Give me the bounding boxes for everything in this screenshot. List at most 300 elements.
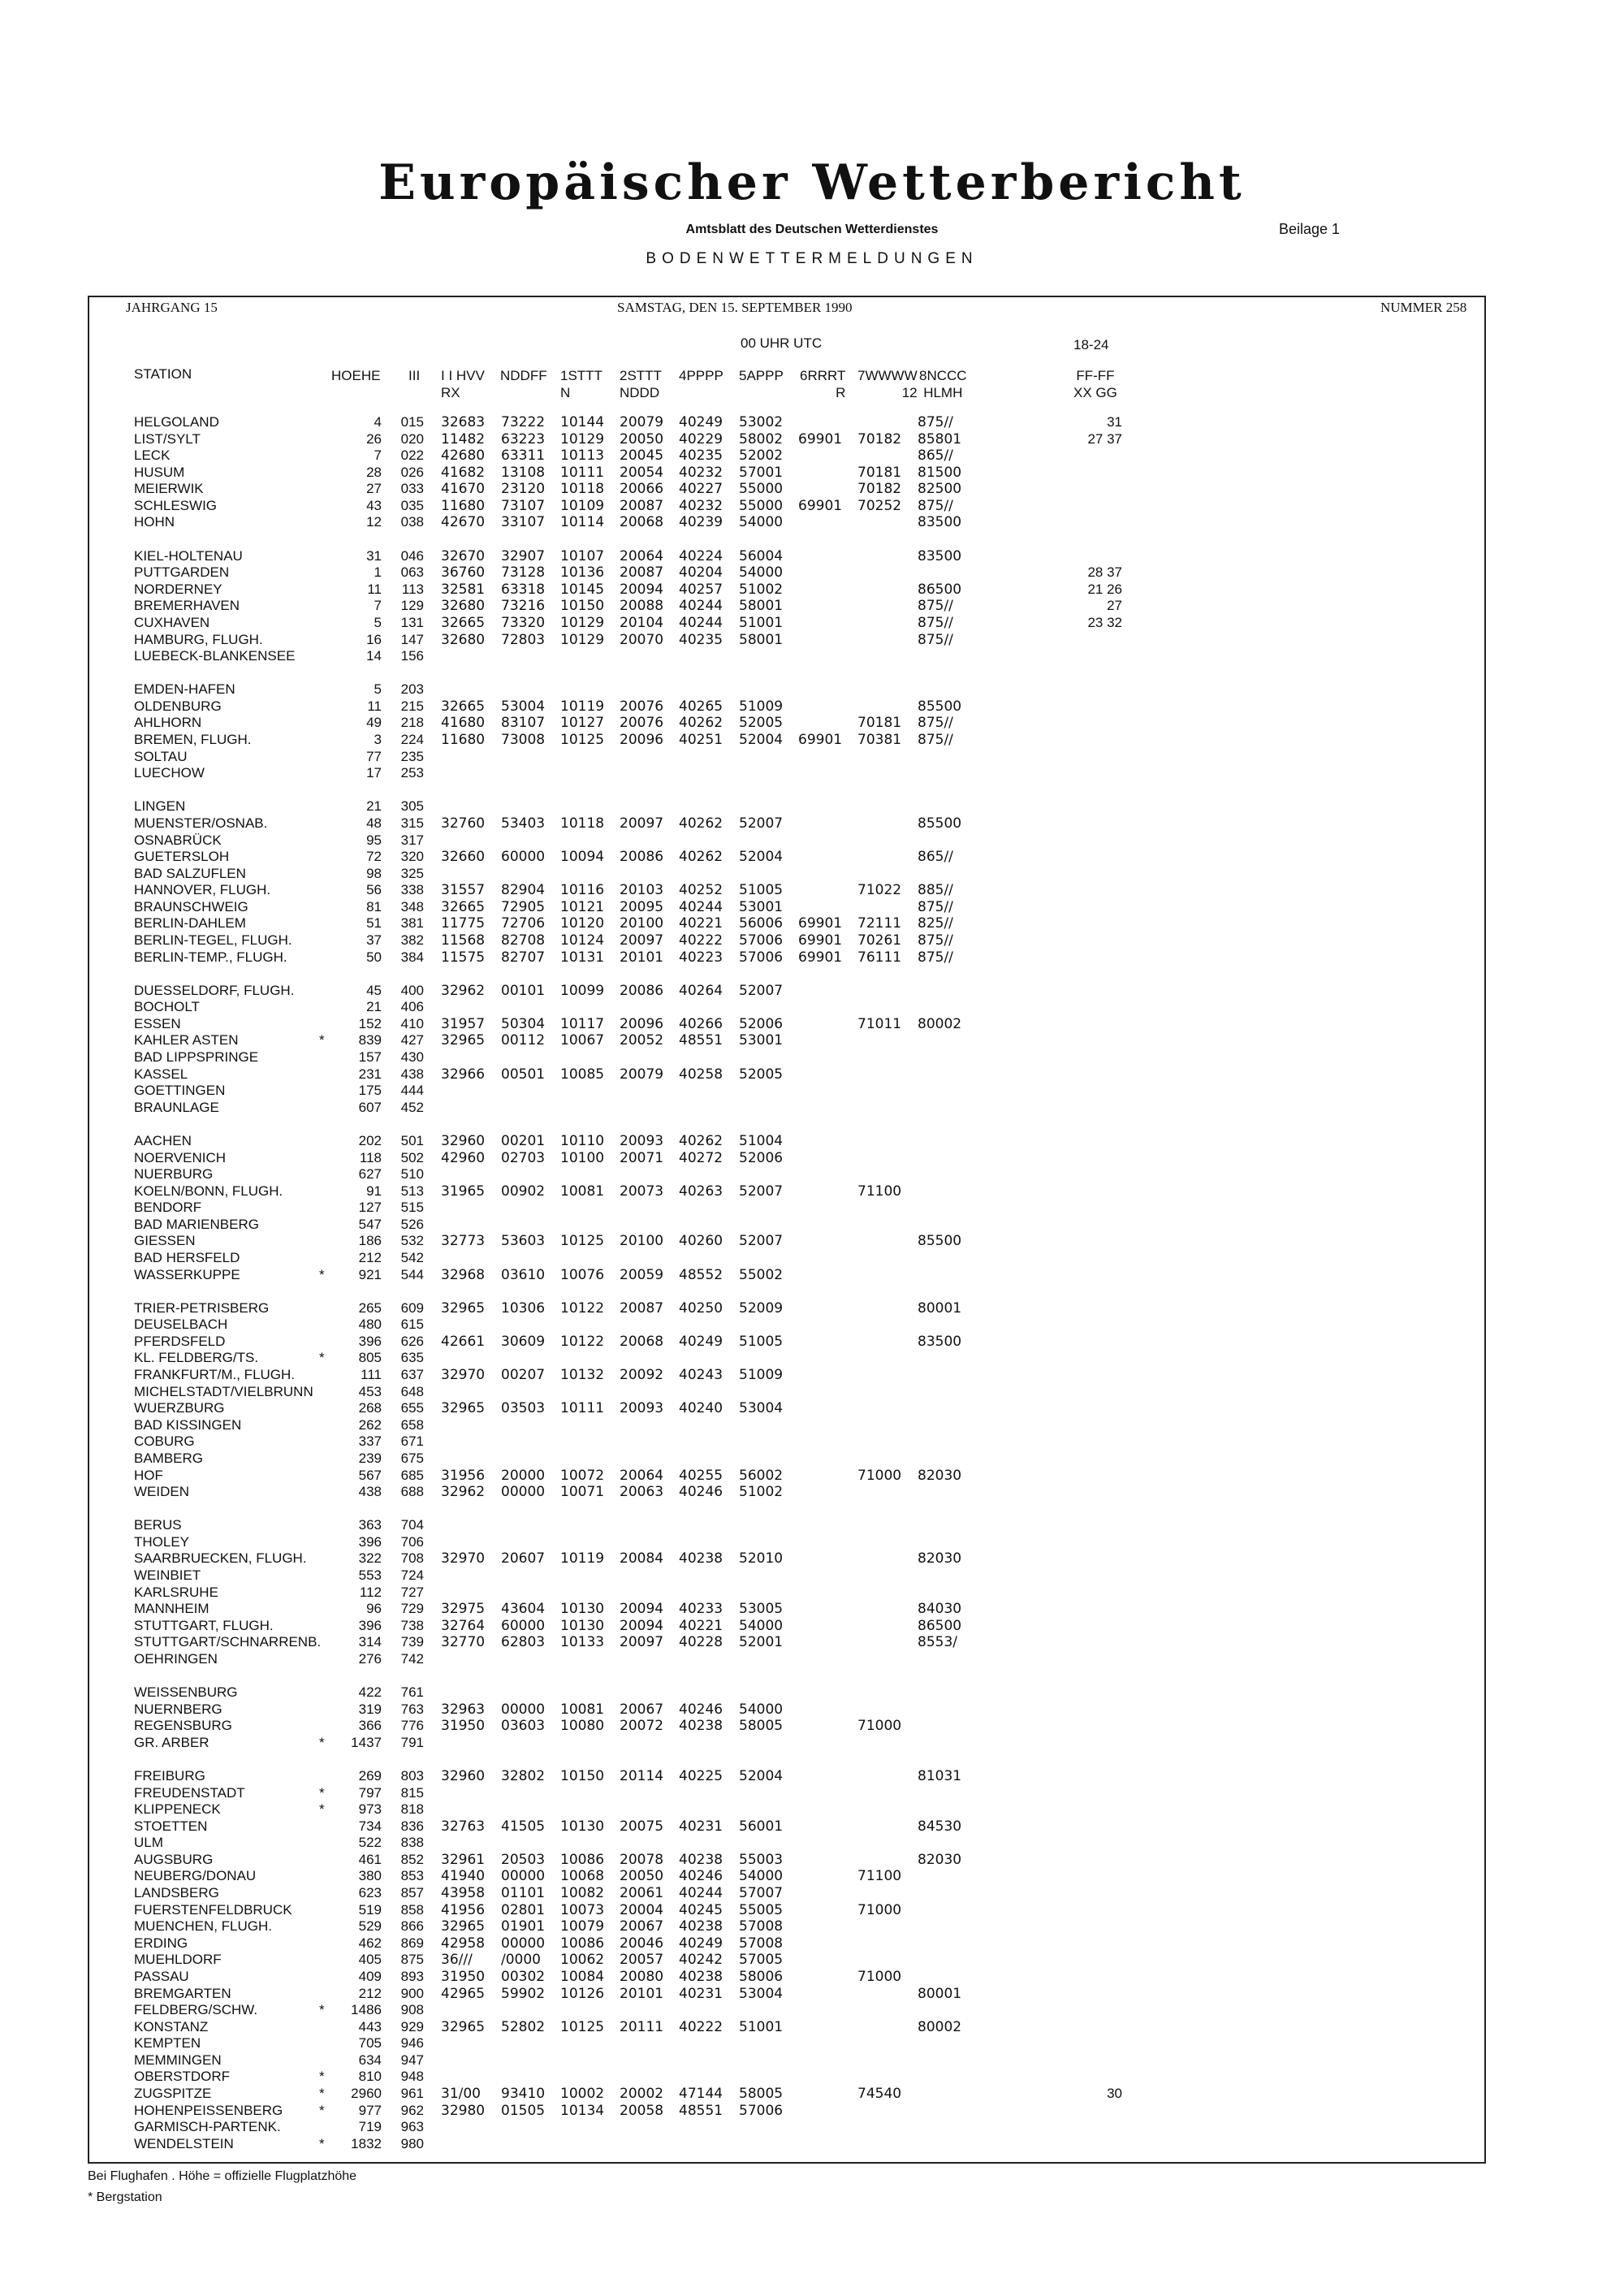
data-group: 33107 <box>501 514 546 530</box>
station-number: 900 <box>400 1986 424 2001</box>
station-height: 16 <box>366 632 382 647</box>
station-number: 253 <box>400 765 424 780</box>
data-group: 41680 <box>441 715 486 731</box>
station-name: OLDENBURG <box>134 698 222 714</box>
data-group: 20097 <box>620 815 664 832</box>
issue-number: NUMMER 258 <box>1380 300 1467 315</box>
data-group: 47144 <box>679 2086 723 2102</box>
data-group: 875// <box>918 932 953 949</box>
table-row <box>0 1585 1624 1601</box>
station-name: AACHEN <box>134 1133 192 1148</box>
data-group: 10110 <box>560 1133 605 1149</box>
data-group: 10136 <box>560 564 605 581</box>
data-group: 40262 <box>679 715 723 731</box>
data-group: 03610 <box>501 1267 546 1283</box>
data-group: 85500 <box>918 1233 962 1249</box>
station-height: 1 <box>374 564 382 580</box>
data-group: 20002 <box>620 2086 664 2102</box>
station-name: KLIPPENECK <box>134 1801 221 1817</box>
table-row <box>0 866 1624 882</box>
station-number: 729 <box>400 1601 424 1616</box>
wind-max: 27 <box>1107 598 1122 613</box>
data-group: 20004 <box>620 1902 664 1918</box>
station-number: 658 <box>400 1417 424 1433</box>
data-group: 10084 <box>560 1969 605 1985</box>
data-group: 40255 <box>679 1468 723 1484</box>
data-group: 85801 <box>918 431 962 448</box>
table-row <box>0 1016 1624 1032</box>
table-row <box>0 698 1624 715</box>
data-group: 52005 <box>739 715 784 731</box>
station-height: 405 <box>358 1952 382 1967</box>
table-row <box>0 564 1624 581</box>
data-group: 20092 <box>620 1367 664 1383</box>
data-group: 20070 <box>620 632 664 648</box>
data-group: 02703 <box>501 1150 546 1166</box>
station-height: 37 <box>366 932 382 948</box>
wind-max: 28 37 <box>1087 564 1122 580</box>
station-height: 396 <box>358 1618 382 1633</box>
data-group: 82707 <box>501 949 546 966</box>
data-group: 52009 <box>739 1300 784 1317</box>
station-number: 776 <box>400 1718 424 1733</box>
table-row <box>0 481 1624 497</box>
table-row <box>0 1818 1624 1835</box>
data-group: 32962 <box>441 1484 486 1500</box>
data-group: 31950 <box>441 1718 486 1734</box>
data-group: 57008 <box>739 1935 784 1952</box>
data-group: 01901 <box>501 1918 546 1935</box>
data-group: 00112 <box>501 1032 546 1049</box>
data-group: 32965 <box>441 1300 486 1317</box>
table-row <box>0 2086 1624 2102</box>
station-name: TRIER-PETRISBERG <box>134 1300 270 1316</box>
station-height: 239 <box>358 1451 382 1466</box>
data-group: 30609 <box>501 1334 546 1350</box>
data-group: 32665 <box>441 899 486 915</box>
data-group: 20084 <box>620 1550 664 1567</box>
table-row <box>0 1801 1624 1818</box>
data-group: 20080 <box>620 1969 664 1985</box>
data-group: 55000 <box>739 498 784 514</box>
data-group: 11775 <box>441 915 486 932</box>
station-height: 438 <box>358 1484 382 1499</box>
station-height: 14 <box>366 648 382 664</box>
station-height: 48 <box>366 815 382 831</box>
data-group: 55003 <box>739 1852 784 1868</box>
data-group: 40266 <box>679 1016 723 1032</box>
station-name: SOLTAU <box>134 749 188 764</box>
table-row <box>0 1868 1624 1884</box>
station-name: SAARBRUECKEN, FLUGH. <box>134 1550 307 1566</box>
station-height: 3 <box>374 732 382 747</box>
data-group: 82500 <box>918 481 962 497</box>
station-number: 727 <box>400 1585 424 1600</box>
station-number: 532 <box>400 1233 424 1248</box>
data-group: 69901 <box>798 431 843 448</box>
station-height: 7 <box>374 598 382 613</box>
data-group: 82030 <box>918 1550 962 1567</box>
column-header-iii: III <box>408 368 421 383</box>
column-header-c10: FF-FF XX GG <box>1073 368 1117 400</box>
data-group: 40252 <box>679 882 723 898</box>
data-group: 10127 <box>560 715 605 731</box>
table-row <box>0 1885 1624 1901</box>
station-name: NEUBERG/DONAU <box>134 1868 257 1883</box>
station-name: GR. ARBER <box>134 1735 209 1750</box>
data-group: 32773 <box>441 1233 486 1249</box>
data-group: /0000 <box>501 1952 541 1968</box>
data-group: 51005 <box>739 1334 784 1350</box>
mountain-marker: * <box>319 1267 325 1282</box>
data-group: 20093 <box>620 1133 664 1149</box>
station-number: 315 <box>400 815 424 831</box>
data-group: 53005 <box>739 1601 784 1617</box>
data-group: 10124 <box>560 932 605 949</box>
table-row <box>0 1417 1624 1433</box>
data-group: 32962 <box>441 983 486 999</box>
station-name: BREMEN, FLUGH. <box>134 732 252 747</box>
table-row <box>0 1433 1624 1450</box>
data-group: 57005 <box>739 1952 784 1968</box>
station-height: 634 <box>358 2052 382 2068</box>
data-group: 56004 <box>739 548 784 564</box>
station-number: 400 <box>400 983 424 998</box>
station-height: 7 <box>374 448 382 463</box>
station-name: BAD SALZUFLEN <box>134 866 246 881</box>
wind-max: 30 <box>1107 2086 1122 2101</box>
station-name: MUENSTER/OSNAB. <box>134 815 268 831</box>
data-group: 52002 <box>739 448 784 464</box>
data-group: 71000 <box>857 1468 902 1484</box>
station-name: AUGSBURG <box>134 1852 214 1867</box>
table-row <box>0 832 1624 849</box>
station-number: 410 <box>400 1016 424 1031</box>
station-name: NOERVENICH <box>134 1150 227 1165</box>
station-height: 4 <box>374 414 382 430</box>
table-row <box>0 983 1624 999</box>
data-group: 40262 <box>679 849 723 865</box>
data-group: 10129 <box>560 431 605 448</box>
station-name: BRAUNSCHWEIG <box>134 899 248 915</box>
data-group: 20111 <box>620 2019 664 2035</box>
station-name: ERDING <box>134 1935 188 1951</box>
station-name: EMDEN-HAFEN <box>134 681 235 697</box>
data-group: 40224 <box>679 548 723 564</box>
data-group: 41956 <box>441 1902 486 1918</box>
station-height: 422 <box>358 1684 382 1700</box>
table-row <box>0 1217 1624 1233</box>
station-height: 268 <box>358 1400 382 1416</box>
station-name: BOCHOLT <box>134 999 200 1014</box>
station-height: 1437 <box>351 1735 382 1750</box>
column-header-c4: 2STTT NDDD <box>620 368 662 400</box>
mountain-marker: * <box>319 2103 325 2118</box>
data-group: 57007 <box>739 1885 784 1901</box>
data-group: 51001 <box>739 2019 784 2035</box>
table-row <box>0 1166 1624 1183</box>
data-group: 85500 <box>918 698 962 715</box>
station-height: 21 <box>366 798 382 814</box>
data-group: 57006 <box>739 2103 784 2119</box>
data-group: 32960 <box>441 1133 486 1149</box>
station-number: 430 <box>400 1049 424 1065</box>
table-row <box>0 1969 1624 1985</box>
station-number: 626 <box>400 1334 424 1349</box>
data-group: 32760 <box>441 815 486 832</box>
station-number: 838 <box>400 1835 424 1850</box>
data-group: 10122 <box>560 1300 605 1317</box>
station-height: 269 <box>358 1768 382 1784</box>
station-name: ULM <box>134 1835 163 1850</box>
data-group: 32963 <box>441 1701 486 1718</box>
data-group: 52004 <box>739 849 784 865</box>
data-group: 80002 <box>918 2019 962 2035</box>
station-number: 224 <box>400 732 424 747</box>
table-row <box>0 448 1624 464</box>
station-number: 129 <box>400 598 424 613</box>
data-group: 20076 <box>620 698 664 715</box>
data-group: 53004 <box>739 1986 784 2002</box>
data-group: 03503 <box>501 1400 546 1416</box>
data-group: 82030 <box>918 1852 962 1868</box>
station-number: 348 <box>400 899 424 915</box>
station-name: GARMISCH-PARTENK. <box>134 2119 281 2134</box>
data-group: 58005 <box>739 1718 784 1734</box>
table-row <box>0 1100 1624 1116</box>
data-group: 865// <box>918 448 953 464</box>
data-group: 83500 <box>918 548 962 564</box>
station-number: 791 <box>400 1735 424 1750</box>
table-row <box>0 681 1624 698</box>
data-group: 40251 <box>679 732 723 748</box>
data-group: 20067 <box>620 1701 664 1718</box>
table-row <box>0 1233 1624 1249</box>
station-number: 708 <box>400 1550 424 1566</box>
station-number: 946 <box>400 2035 424 2051</box>
data-group: 40233 <box>679 1601 723 1617</box>
station-number: 648 <box>400 1384 424 1399</box>
data-group: 48552 <box>679 1267 723 1283</box>
data-group: 51004 <box>739 1133 784 1149</box>
data-group: 70182 <box>857 431 902 448</box>
data-group: 23120 <box>501 481 546 497</box>
data-group: 48551 <box>679 2103 723 2119</box>
data-group: 48551 <box>679 1032 723 1049</box>
station-name: WENDELSTEIN <box>134 2136 234 2151</box>
station-height: 112 <box>359 1585 382 1600</box>
station-height: 43 <box>366 498 382 513</box>
data-group: 62803 <box>501 1634 546 1650</box>
data-group: 60000 <box>501 849 546 865</box>
station-number: 947 <box>400 2052 424 2068</box>
table-row <box>0 899 1624 915</box>
data-group: 32965 <box>441 1032 486 1049</box>
data-group: 20097 <box>620 932 664 949</box>
station-number: 046 <box>400 548 424 564</box>
station-number: 022 <box>400 448 424 463</box>
utc-header: 00 UHR UTC <box>741 335 823 351</box>
data-group: 20079 <box>620 414 664 430</box>
mountain-marker: * <box>319 1350 325 1365</box>
station-height: 212 <box>358 1250 382 1265</box>
station-number: 452 <box>400 1100 424 1115</box>
data-group: 40242 <box>679 1952 723 1968</box>
station-number: 635 <box>400 1350 424 1365</box>
data-group: 20101 <box>620 949 664 966</box>
mountain-marker: * <box>319 1785 325 1801</box>
data-group: 20088 <box>620 598 664 614</box>
station-name: WUERZBURG <box>134 1400 225 1416</box>
station-number: 706 <box>400 1534 424 1550</box>
station-height: 11 <box>367 698 382 714</box>
station-number: 875 <box>400 1952 424 1967</box>
station-number: 671 <box>400 1433 424 1449</box>
station-number: 980 <box>400 2136 424 2151</box>
station-height: 212 <box>358 1986 382 2001</box>
data-group: 86500 <box>918 582 962 598</box>
data-group: 20000 <box>501 1468 546 1484</box>
data-group: 10086 <box>560 1852 605 1868</box>
data-group: 32970 <box>441 1550 486 1567</box>
mountain-marker: * <box>319 2136 325 2151</box>
data-group: 40238 <box>679 1918 723 1935</box>
station-height: 231 <box>358 1066 382 1082</box>
station-number: 510 <box>400 1166 424 1182</box>
data-group: 10121 <box>560 899 605 915</box>
data-group: 70181 <box>857 715 902 731</box>
table-row <box>0 1083 1624 1099</box>
data-group: 73216 <box>501 598 546 614</box>
station-number: 427 <box>400 1032 424 1048</box>
data-group: 31965 <box>441 1183 486 1200</box>
issue-date: SAMSTAG, DEN 15. SEPTEMBER 1990 <box>617 300 853 315</box>
station-name: COBURG <box>134 1433 195 1449</box>
data-group: 20086 <box>620 849 664 865</box>
table-row <box>0 414 1624 430</box>
beilage-label: Beilage 1 <box>1279 221 1341 237</box>
data-group: 10109 <box>560 498 605 514</box>
data-group: 40246 <box>679 1484 723 1500</box>
data-group: 10085 <box>560 1066 605 1083</box>
data-group: 20067 <box>620 1918 664 1935</box>
station-number: 215 <box>400 698 424 714</box>
data-group: 20054 <box>620 465 664 481</box>
table-row <box>0 882 1624 898</box>
station-height: 705 <box>358 2035 382 2051</box>
station-height: 262 <box>358 1417 382 1433</box>
data-group: 53001 <box>739 1032 784 1049</box>
data-group: 875// <box>918 498 953 514</box>
data-group: 10072 <box>560 1468 605 1484</box>
data-group: 52005 <box>739 1066 784 1083</box>
data-group: 32581 <box>441 582 486 598</box>
data-group: 72905 <box>501 899 546 915</box>
station-height: 319 <box>358 1701 382 1717</box>
data-group: 70381 <box>857 732 902 748</box>
data-group: 10114 <box>560 514 605 530</box>
data-group: 11680 <box>441 732 486 748</box>
station-number: 526 <box>400 1217 424 1232</box>
mountain-marker: * <box>319 2086 325 2101</box>
data-group: 40244 <box>679 1885 723 1901</box>
station-number: 815 <box>400 1785 424 1801</box>
station-height: 5 <box>374 615 382 630</box>
data-group: 32966 <box>441 1066 486 1083</box>
station-height: 363 <box>358 1517 382 1533</box>
station-number: 761 <box>400 1684 424 1700</box>
data-group: 10120 <box>560 915 605 932</box>
data-group: 40258 <box>679 1066 723 1083</box>
data-group: 72706 <box>501 915 546 932</box>
data-group: 71022 <box>857 882 902 898</box>
data-group: 54000 <box>739 514 784 530</box>
data-group: 40250 <box>679 1300 723 1317</box>
data-group: 20050 <box>620 431 664 448</box>
data-group: 54000 <box>739 1701 784 1718</box>
station-name: NORDERNEY <box>134 582 222 597</box>
station-number: 305 <box>400 798 424 814</box>
station-name: HAMBURG, FLUGH. <box>134 632 263 647</box>
data-group: 42960 <box>441 1150 486 1166</box>
mountain-marker: * <box>319 1735 325 1750</box>
data-group: 10130 <box>560 1818 605 1835</box>
station-number: 038 <box>400 514 424 530</box>
data-group: 10082 <box>560 1885 605 1901</box>
station-height: 127 <box>358 1200 382 1215</box>
data-group: 32975 <box>441 1601 486 1617</box>
data-group: 52004 <box>739 1768 784 1784</box>
data-group: 51009 <box>739 698 784 715</box>
table-row <box>0 615 1624 631</box>
column-header-station: STATION <box>134 366 192 382</box>
data-group: 40235 <box>679 448 723 464</box>
data-group: 875// <box>918 414 953 430</box>
station-name: LIST/SYLT <box>134 431 201 447</box>
data-group: 40240 <box>679 1400 723 1416</box>
mountain-marker: * <box>319 2002 325 2017</box>
station-number: 502 <box>400 1150 424 1165</box>
data-group: 40232 <box>679 465 723 481</box>
data-group: 71011 <box>857 1016 902 1032</box>
station-name: WASSERKUPPE <box>134 1267 240 1282</box>
station-name: MICHELSTADT/VIELBRUNN <box>134 1384 313 1399</box>
data-group: 43958 <box>441 1885 486 1901</box>
station-height: 1486 <box>351 2002 382 2017</box>
station-name: WEINBIET <box>134 1567 201 1583</box>
mountain-marker: * <box>319 1032 325 1048</box>
data-group: 40239 <box>679 514 723 530</box>
data-group: 40204 <box>679 564 723 581</box>
data-group: 40249 <box>679 414 723 430</box>
data-group: 10150 <box>560 598 605 614</box>
data-group: 84530 <box>918 1818 962 1835</box>
data-group: 10118 <box>560 481 605 497</box>
data-group: 00902 <box>501 1183 546 1200</box>
station-height: 627 <box>358 1166 382 1182</box>
data-group: 8553/ <box>918 1634 957 1650</box>
data-group: 00000 <box>501 1484 546 1500</box>
station-number: 961 <box>400 2086 424 2101</box>
table-row <box>0 1618 1624 1634</box>
table-row <box>0 498 1624 514</box>
table-row <box>0 465 1624 481</box>
station-height: 480 <box>358 1317 382 1332</box>
data-group: 10145 <box>560 582 605 598</box>
station-height: 152 <box>358 1016 382 1031</box>
table-row <box>0 849 1624 865</box>
station-height: 453 <box>358 1384 382 1399</box>
